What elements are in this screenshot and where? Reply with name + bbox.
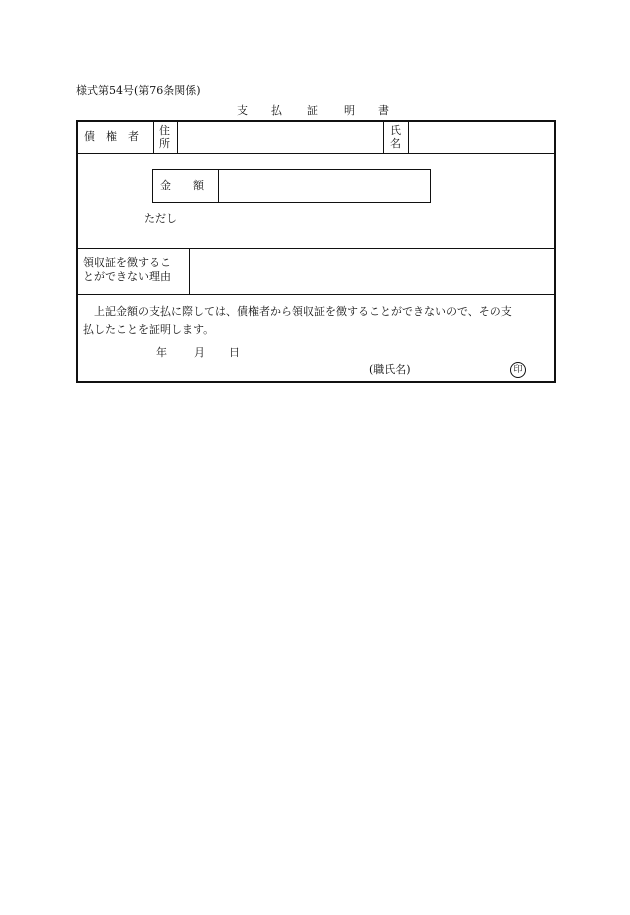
date-year-label: 年 — [156, 346, 167, 359]
statement-line1: 上記金額の支払に際しては、債権者から領収証を徴することができないので、その支 — [94, 305, 512, 318]
row-divider — [78, 153, 554, 154]
address-label-top: 住 — [159, 124, 170, 137]
proviso-field[interactable] — [180, 208, 550, 244]
seal-icon: 印 — [510, 362, 526, 378]
address-label-bottom: 所 — [159, 137, 170, 150]
date-day-label: 日 — [229, 346, 240, 359]
reason-label-line1: 領収証を徴するこ — [83, 256, 171, 269]
creditor-name-field[interactable] — [408, 122, 554, 151]
title-char: 書 — [378, 104, 389, 117]
row-divider — [78, 294, 554, 295]
title-char: 支 — [237, 104, 248, 117]
amount-field[interactable] — [219, 170, 430, 202]
address-field[interactable] — [177, 122, 383, 151]
creditor-label: 債 権 者 — [84, 130, 139, 143]
reason-field[interactable] — [189, 248, 554, 292]
reason-label-line2: とができない理由 — [83, 270, 171, 283]
column-divider — [383, 122, 384, 153]
proviso-label: ただし — [144, 212, 177, 225]
form-number: 様式第54号(第76条関係) — [76, 84, 201, 97]
title-char: 明 — [344, 104, 355, 117]
title-char: 払 — [271, 104, 282, 117]
official-name-label: (職氏名) — [369, 363, 411, 376]
amount-label: 金 額 — [160, 179, 204, 192]
statement-line2: 払したことを証明します。 — [83, 323, 215, 336]
title-char: 証 — [307, 104, 318, 117]
official-name-field[interactable] — [420, 360, 506, 378]
name-label-bottom: 名 — [390, 137, 401, 150]
column-divider — [153, 122, 154, 153]
date-month-label: 月 — [194, 346, 205, 359]
name-label-top: 氏 — [390, 124, 401, 137]
